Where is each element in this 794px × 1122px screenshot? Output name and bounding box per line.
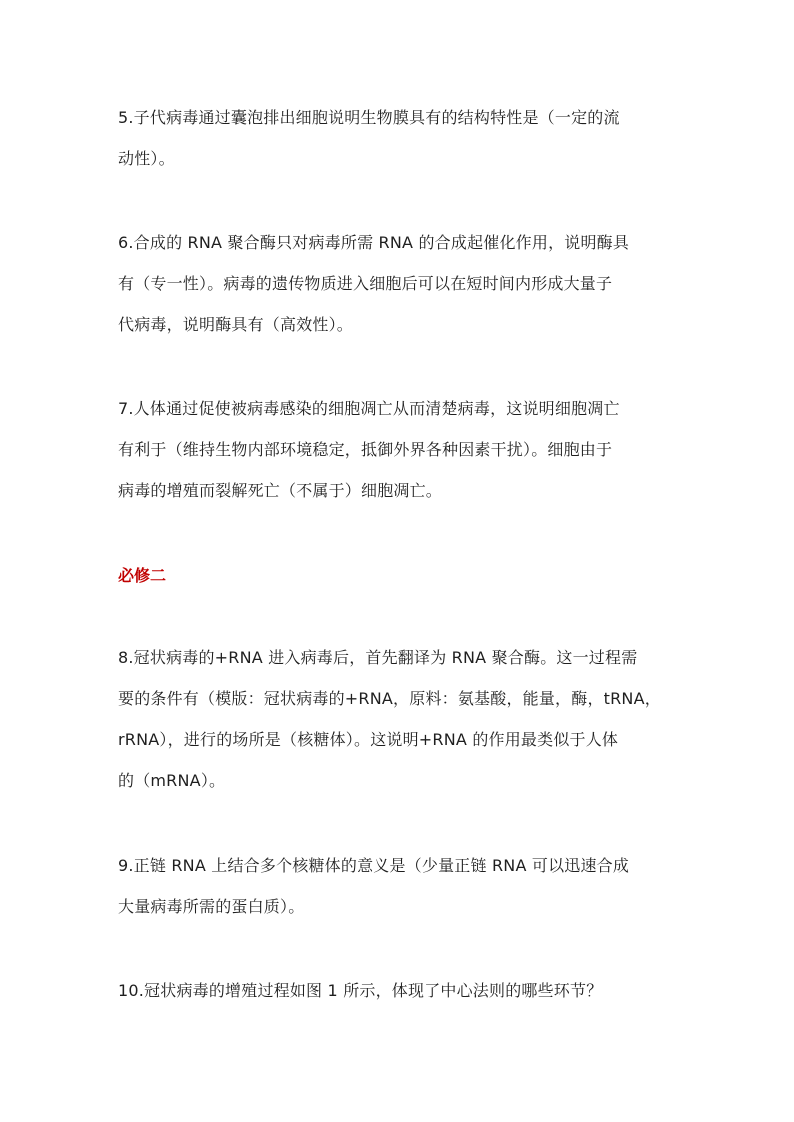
text-line: 大量病毒所需的蛋白质）。 xyxy=(118,897,305,916)
text-line: 7.人体通过促使被病毒感染的细胞凋亡从而清楚病毒，这说明细胞凋亡 xyxy=(118,399,620,418)
question-10 xyxy=(118,970,678,1011)
question-9 xyxy=(118,845,678,927)
question-6 xyxy=(118,222,678,345)
text-line: rRNA），进行的场所是（核糖体）。这说明+RNA 的作用最类似于人体 xyxy=(118,730,619,749)
text-line: 动性）。 xyxy=(118,149,175,168)
question-7 xyxy=(118,388,678,511)
text-line: 病毒的增殖而裂解死亡（不属于）细胞凋亡。 xyxy=(118,481,443,500)
text-line: 9.正链 RNA 上结合多个核糖体的意义是（少量正链 RNA 可以迅速合成 xyxy=(118,856,630,875)
question-5 xyxy=(118,97,678,179)
question-8 xyxy=(118,637,678,801)
text-line: 5.子代病毒通过囊泡排出细胞说明生物膜具有的结构特性是（一定的流 xyxy=(118,108,620,127)
text-line: 10.冠状病毒的增殖过程如图 1 所示，体现了中心法则的哪些环节？ xyxy=(118,981,603,1000)
text-line: 要的条件有（模版：冠状病毒的+RNA，原料：氨基酸，能量，酶，tRNA， xyxy=(118,689,661,708)
text-line: 8.冠状病毒的+RNA 进入病毒后，首先翻译为 RNA 聚合酶。这一过程需 xyxy=(118,648,638,667)
text-line: 有利于（维持生物内部环境稳定，抵御外界各种因素干扰）。细胞由于 xyxy=(118,440,613,459)
text-line: 有（专一性）。病毒的遗传物质进入细胞后可以在短时间内形成大量子 xyxy=(118,274,613,293)
text-line: 代病毒，说明酶具有（高效性）。 xyxy=(118,315,354,334)
text-line: 的（mRNA）。 xyxy=(118,771,226,790)
text-line: 6.合成的 RNA 聚合酶只对病毒所需 RNA 的合成起催化作用，说明酶具 xyxy=(118,233,630,252)
section-heading: 必修二 xyxy=(118,566,167,585)
